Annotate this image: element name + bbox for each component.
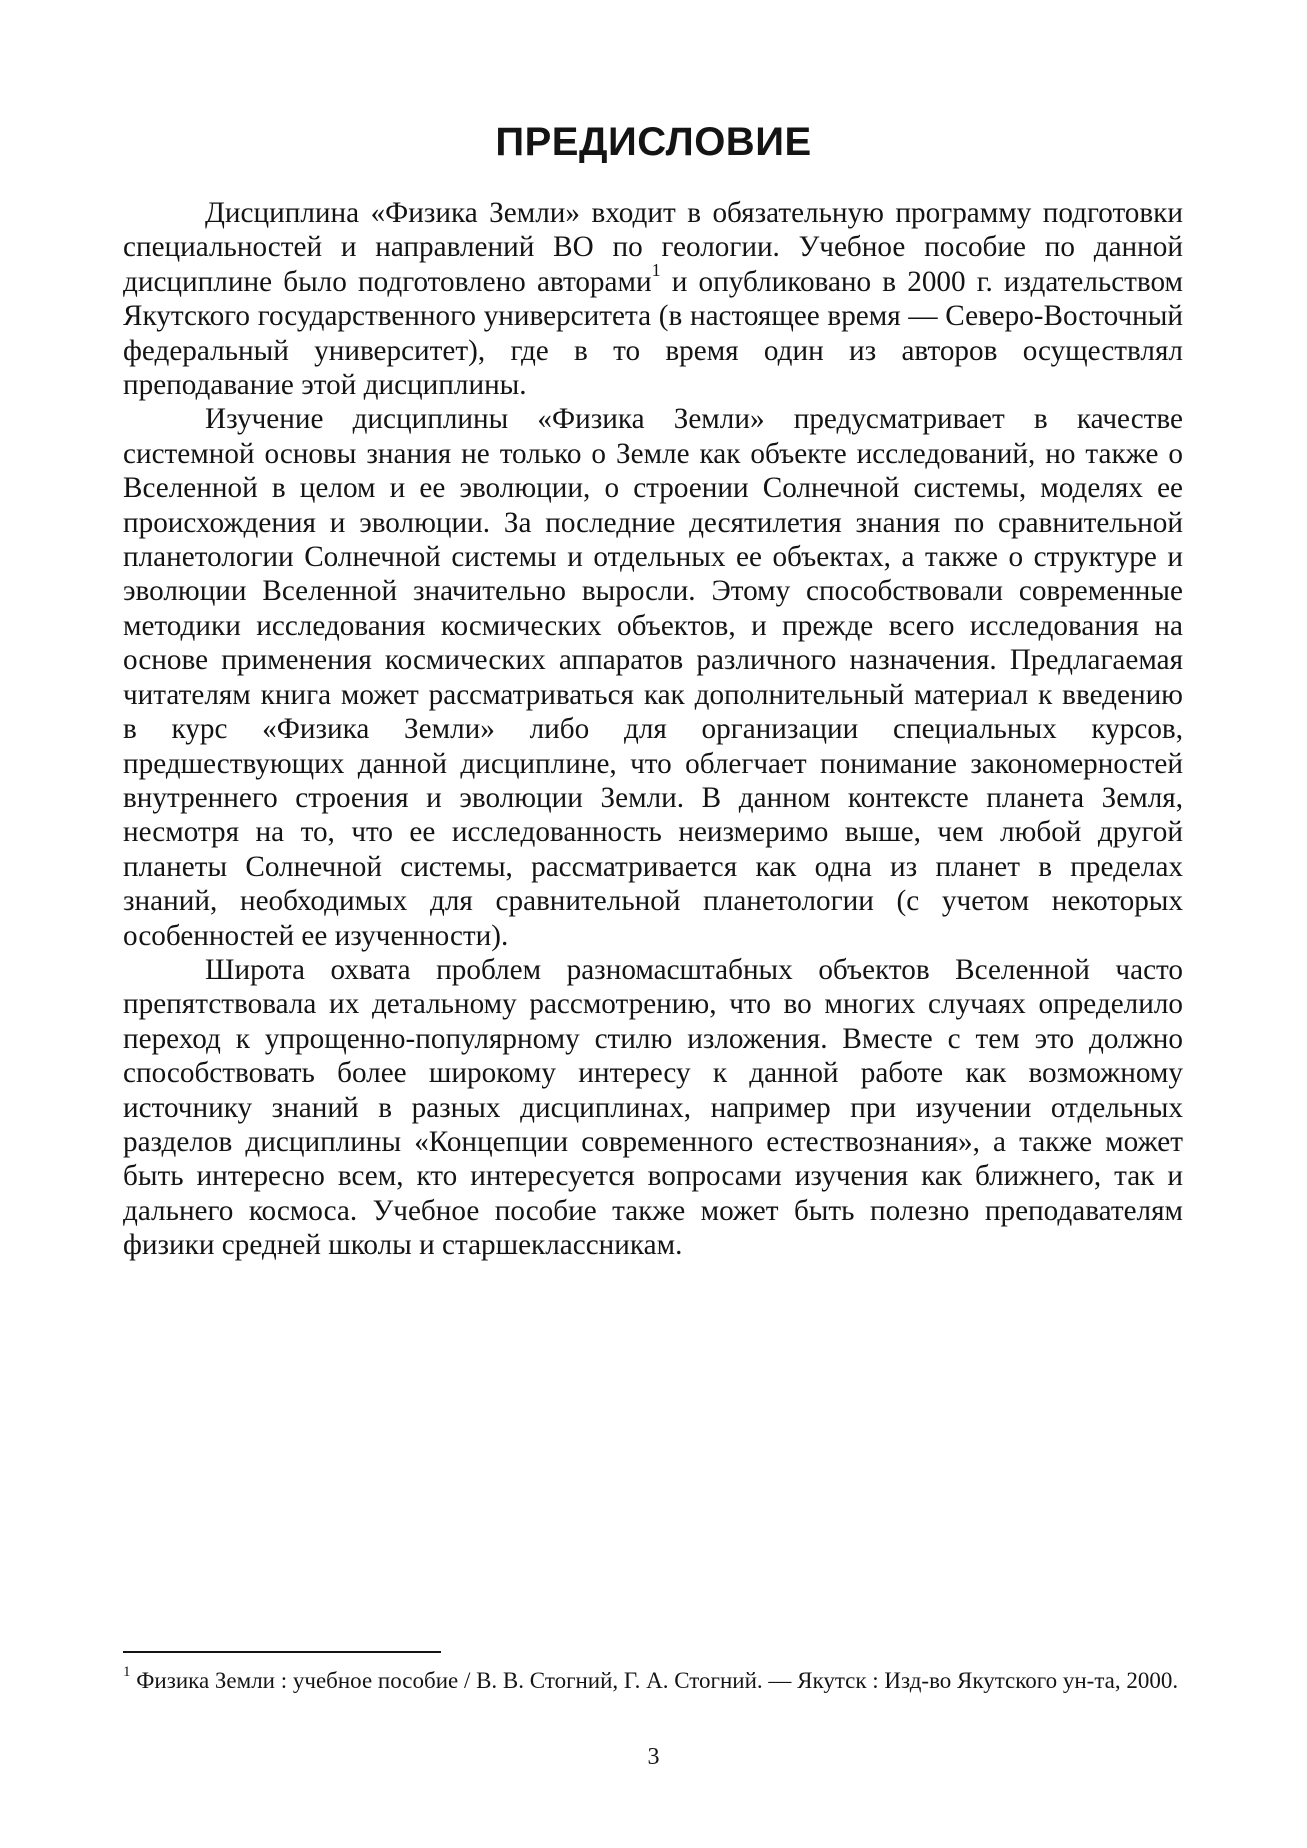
page-number: 3 bbox=[647, 1744, 660, 1770]
footnote-divider bbox=[123, 1651, 441, 1653]
footnote-reference: 1 bbox=[651, 260, 661, 281]
paragraph-1-text-after-ref: и опубликовано в 2000 г. издательством Якутского государственного университета (в настоящее время — Северо-Восточный федеральный университет), где в то время один из авторов осуществлял преподавание этой дисциплины. bbox=[123, 265, 1183, 402]
paragraph-1-text-before-ref: Дисциплина «Физика Земли» входит в обязательную программу подготовки специальностей и направлений ВО по геологии. Учебное пособие по данной дисциплине было подготовлено авторами bbox=[123, 197, 1183, 298]
footnote bbox=[123, 1666, 1183, 1696]
paragraph-3: Широта охвата проблем разномасштабных объектов Вселенной часто препятствовала их детальному рассмотрению, что во многих случаях определило переход к упрощенно-популярному стилю изложения. Вместе с тем это должно способствовать более широкому интересу к данной работе как возможному источнику знаний в разных дисциплинах, например при изучении отдельных разделов дисциплины «Концепции современного естествознания», а также может быть интересно всем, кто интересуется вопросами изучения как ближнего, так и дальнего космоса. Учебное пособие также может быть полезно преподавателям физики средней школы и старшеклассникам. bbox=[123, 953, 1183, 1262]
footnote-mark: 1 bbox=[123, 1664, 131, 1681]
page-title: ПРЕДИСЛОВИЕ bbox=[495, 120, 812, 164]
body-text bbox=[123, 196, 1183, 1263]
paragraph-2: Изучение дисциплины «Физика Земли» предусматривает в качестве системной основы знания не только о Земле как объекте исследований, но также о Вселенной в целом и ее эволюции, о строении Солнечной системы, моделях ее происхождения и эволюции. За последние десятилетия знания по сравнительной планетологии Солнечной системы и отдельных ее объектах, а также о структуре и эволюции Вселенной значительно выросли. Этому способствовали современные методики исследования космических объектов, и прежде всего исследования на основе применения космических аппаратов различного назначения. Предлагаемая читателям книга может рассматриваться как дополнительный материал к введению в курс «Физика Земли» либо для организации специальных курсов, предшествующих данной дисциплине, что облегчает понимание закономерностей внутреннего строения и эволюции Земли. В данном контексте планета Земля, несмотря на то, что ее исследованность неизмеримо выше, чем любой другой планеты Солнечной системы, рассматривается как одна из планет в пределах знаний, необходимых для сравнительной планетологии (с учетом некоторых особенностей ее изученности). bbox=[123, 403, 1183, 952]
footnote-text: Физика Земли : учебное пособие / В. В. Стогний, Г. А. Стогний. — Якутск : Изд-во Якутского ун-та, 2000. bbox=[130, 1668, 1179, 1693]
paragraph-1 bbox=[123, 196, 1183, 402]
